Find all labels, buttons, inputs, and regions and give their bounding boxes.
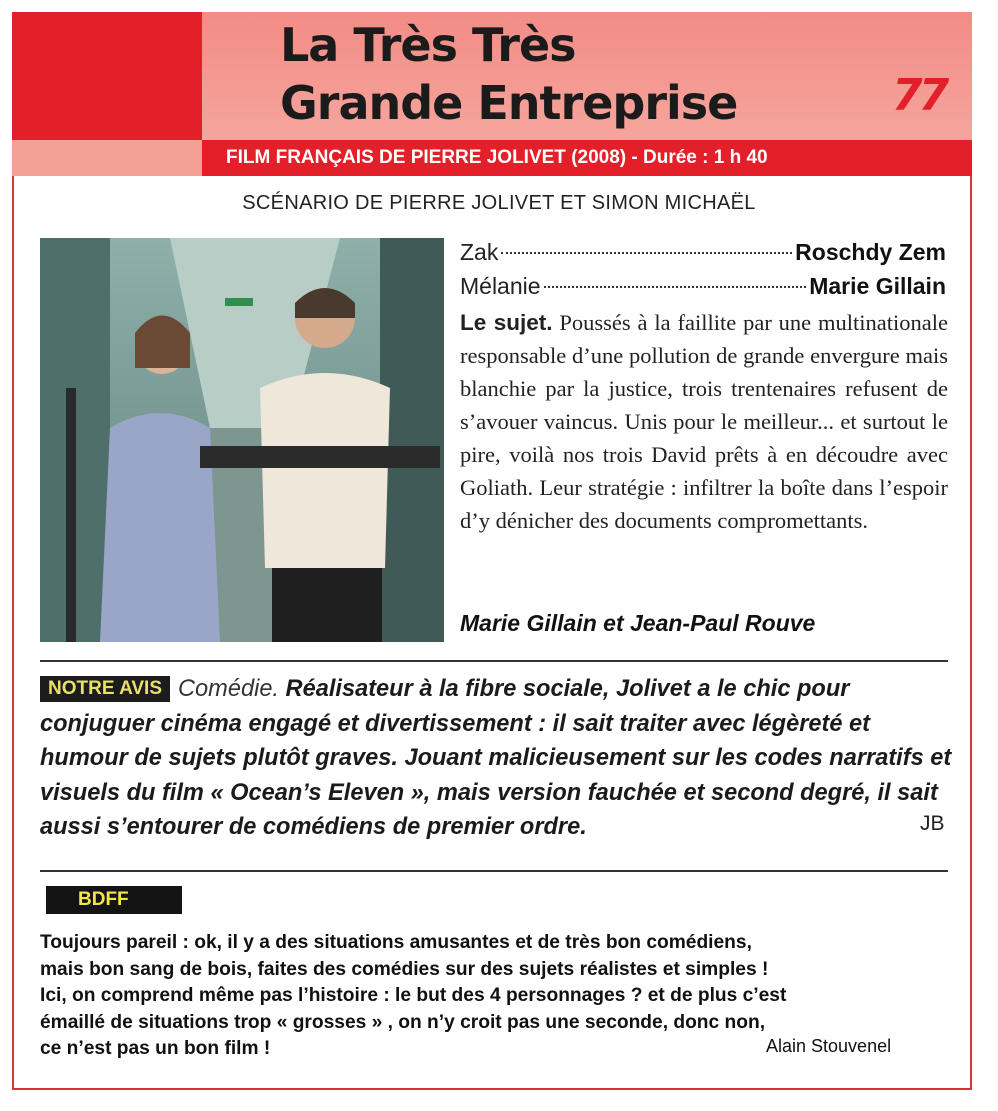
notre-avis-section — [40, 672, 952, 845]
film-still-image — [40, 238, 444, 642]
film-title-line2: Grande Entreprise — [280, 76, 738, 130]
photo-caption: Marie Gillain et Jean-Paul Rouve — [460, 610, 816, 636]
notre-avis-badge: NOTRE AVIS — [40, 676, 170, 702]
notre-avis-signature: JB — [920, 812, 945, 835]
subtitle-band-pink — [12, 140, 202, 176]
bdff-badge: BDFF — [46, 886, 182, 914]
synopsis-text: Poussés à la faillite par une multinationale responsable d’une pollution de grande envergure mais blanchie par la justice, trois trentenaires refusent de s’avouer vaincus. Unis pour le meilleur... et surtout le pire, voilà nos trois David prêts à en découdre avec Goliath. Leur stratégie : infiltrer la boîte dans l’espoir d’y dénicher des documents compromettants. — [460, 310, 949, 533]
divider — [40, 870, 948, 872]
notre-avis-text: Réalisateur à la fibre sociale, Jolivet a le chic pour conjuguer cinéma engagé et divertissement : il sait traiter avec légèreté et humour de sujets plutôt graves. Jouant malicieusement sur les codes narratifs et visuels du film « Ocean’s Eleven », mais version fauchée et second degré, il sait aussi s’entourer de comédiens de premier ordre. — [40, 676, 952, 840]
cast-role: Mélanie — [460, 273, 541, 299]
header-red-block — [12, 12, 202, 140]
cast-line-melanie — [460, 270, 946, 303]
cast-line-zak — [460, 236, 946, 269]
review-author: Alain Stouvenel — [766, 1036, 892, 1056]
divider — [40, 660, 948, 662]
film-subtitle: FILM FRANÇAIS DE PIERRE JOLIVET (2008) - Durée : 1 h 40 — [226, 147, 768, 168]
rating-mark: 77 — [892, 70, 946, 121]
review-line: ce n’est pas un bon film ! — [40, 1038, 271, 1059]
film-title — [280, 16, 840, 132]
synopsis-lead: Le sujet. — [460, 310, 553, 335]
cast-leader-dots — [501, 252, 792, 254]
scenario-credit: SCÉNARIO DE PIERRE JOLIVET ET SIMON MICHAËL — [242, 192, 756, 214]
cast-actor: Roschdy Zem — [795, 239, 946, 265]
review-line: mais bon sang de bois, faites des comédies sur des sujets réalistes et simples ! — [40, 958, 769, 980]
review-line: Toujours pareil : ok, il y a des situations amusantes et de très bon comédiens, — [40, 932, 752, 953]
cast-leader-dots — [544, 286, 807, 288]
notre-avis-genre: Comédie. — [178, 676, 279, 702]
cast-actor: Marie Gillain — [809, 273, 946, 299]
synopsis — [460, 306, 948, 537]
review-line: émaillé de situations trop « grosses » , on n’y croit pas une seconde, donc non, — [40, 1011, 766, 1033]
cast-role: Zak — [460, 239, 499, 265]
review-line: Ici, on comprend même pas l’histoire : le but des 4 personnages ? et de plus c’est — [40, 985, 787, 1006]
film-title-line1: La Très Très — [280, 18, 576, 72]
